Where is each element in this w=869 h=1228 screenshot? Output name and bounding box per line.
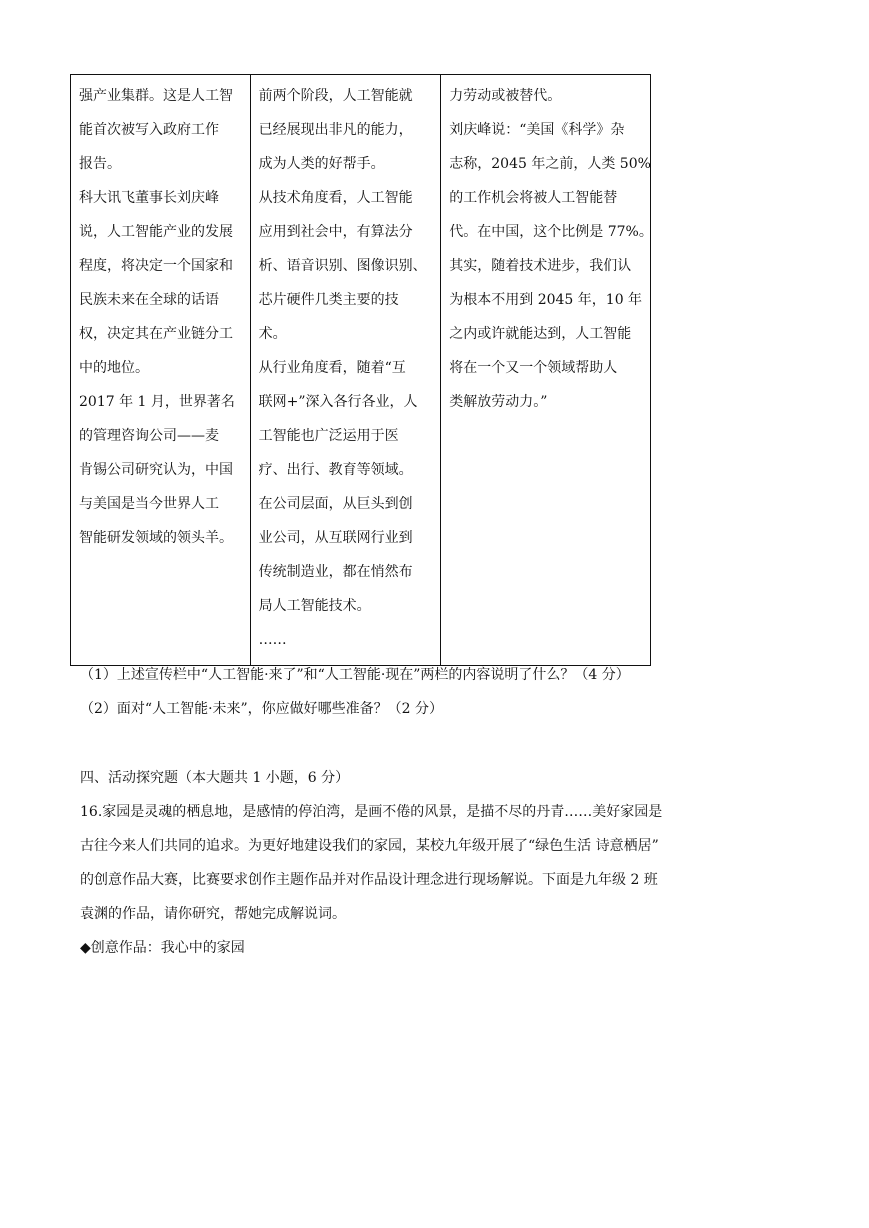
table-text-line: 前两个阶段，人工智能就 bbox=[258, 88, 413, 104]
table-text-line: 为根本不用到 2045 年，10 年 bbox=[449, 292, 643, 308]
table-text-line: 说，人工智能产业的发展 bbox=[79, 224, 233, 240]
table-text-line: 代。在中国，这个比例是 77%。 bbox=[449, 224, 653, 240]
column-future bbox=[441, 75, 651, 666]
question-1: （1）上述宣传栏中“人工智能·来了”和“人工智能·现在”两栏的内容说明了什么？（4 分） bbox=[80, 667, 630, 683]
table-text-line: 与美国是当今世界人工 bbox=[79, 496, 219, 512]
table-text-line: 智能研发领域的领头羊。 bbox=[79, 530, 233, 546]
table-text-line: 报告。 bbox=[79, 156, 121, 172]
table-text-line: 析、语音识别、图像识别、 bbox=[258, 258, 427, 274]
table-text-line: 疗、出行、教育等领域。 bbox=[258, 462, 413, 478]
table-text-line: 工智能也广泛运用于医 bbox=[258, 428, 399, 444]
paragraph-line: 袁渊的作品，请你研究，帮她完成解说词。 bbox=[80, 906, 346, 922]
table-text-line: 志称，2045 年之前，人类 50% bbox=[449, 156, 651, 172]
table-text-line: 术。 bbox=[258, 326, 287, 342]
table-text-line: 刘庆峰说：“美国《科学》杂 bbox=[449, 122, 625, 138]
question-2: （2）面对“人工智能·未来”，你应做好哪些准备？（2 分） bbox=[80, 701, 444, 717]
table-text-line: 其实，随着技术进步，我们认 bbox=[449, 258, 632, 274]
table-text-line: 已经展现出非凡的能力， bbox=[258, 122, 413, 138]
table-text-line: 业公司，从互联网行业到 bbox=[258, 530, 413, 546]
table-text-line: 局人工智能技术。 bbox=[258, 598, 371, 614]
table-text-line: 联网+”深入各行各业，人 bbox=[258, 394, 418, 410]
table-text-line: 中的地位。 bbox=[79, 360, 149, 376]
table-row bbox=[71, 75, 651, 666]
table-text-line: 的管理咨询公司——麦 bbox=[79, 428, 219, 444]
column-now bbox=[250, 75, 441, 666]
table-text-line: 民族未来在全球的话语 bbox=[79, 292, 219, 308]
creative-work-label: ◆创意作品：我心中的家园 bbox=[80, 940, 245, 956]
table-text-line: 之内或许就能达到，人工智能 bbox=[449, 326, 632, 342]
table-text-line: 科大讯飞董事长刘庆峰 bbox=[79, 190, 219, 206]
paragraph-line: 古往今来人们共同的追求。为更好地建设我们的家园，某校九年级开展了“绿色生活 诗意栖居” bbox=[80, 838, 659, 854]
table-text-line: 2017 年 1 月，世界著名 bbox=[79, 394, 235, 410]
paragraph-line: 16.家园是灵魂的栖息地，是感情的停泊湾，是画不倦的风景，是描不尽的丹青……美好家园是 bbox=[80, 804, 663, 820]
table-text-line: 能首次被写入政府工作 bbox=[79, 122, 219, 138]
table-text-line: 成为人类的好帮手。 bbox=[258, 156, 385, 172]
table-text-line: 的工作机会将被人工智能替 bbox=[449, 190, 618, 206]
column-coming bbox=[71, 75, 251, 666]
table-text-line: 肯锡公司研究认为，中国 bbox=[79, 462, 233, 478]
table-text-line: 传统制造业，都在悄然布 bbox=[258, 564, 413, 580]
section-heading: 四、活动探究题（本大题共 1 小题，6 分） bbox=[80, 770, 350, 786]
table-text-line: 从行业角度看，随着“互 bbox=[258, 360, 406, 376]
table-text-line: 在公司层面，从巨头到创 bbox=[258, 496, 413, 512]
table-text-line: 程度，将决定一个国家和 bbox=[79, 258, 233, 274]
table-text-line: 类解放劳动力。” bbox=[449, 394, 548, 410]
table-text-line: 从技术角度看，人工智能 bbox=[258, 190, 413, 206]
table-text-line: 强产业集群。这是人工智 bbox=[79, 88, 233, 104]
table-text-line: 将在一个又一个领域帮助人 bbox=[449, 360, 618, 376]
paragraph-line: 的创意作品大赛，比赛要求创作主题作品并对作品设计理念进行现场解说。下面是九年级 2 班 bbox=[80, 872, 658, 888]
publicity-board-table bbox=[70, 74, 651, 666]
table-text-line: 应用到社会中，有算法分 bbox=[258, 224, 413, 240]
table-text-line: 芯片硬件几类主要的技 bbox=[258, 292, 399, 308]
table-text-line: 力劳动或被替代。 bbox=[449, 88, 562, 104]
table-text-line: …… bbox=[258, 632, 287, 648]
table-text-line: 权，决定其在产业链分工 bbox=[79, 326, 233, 342]
